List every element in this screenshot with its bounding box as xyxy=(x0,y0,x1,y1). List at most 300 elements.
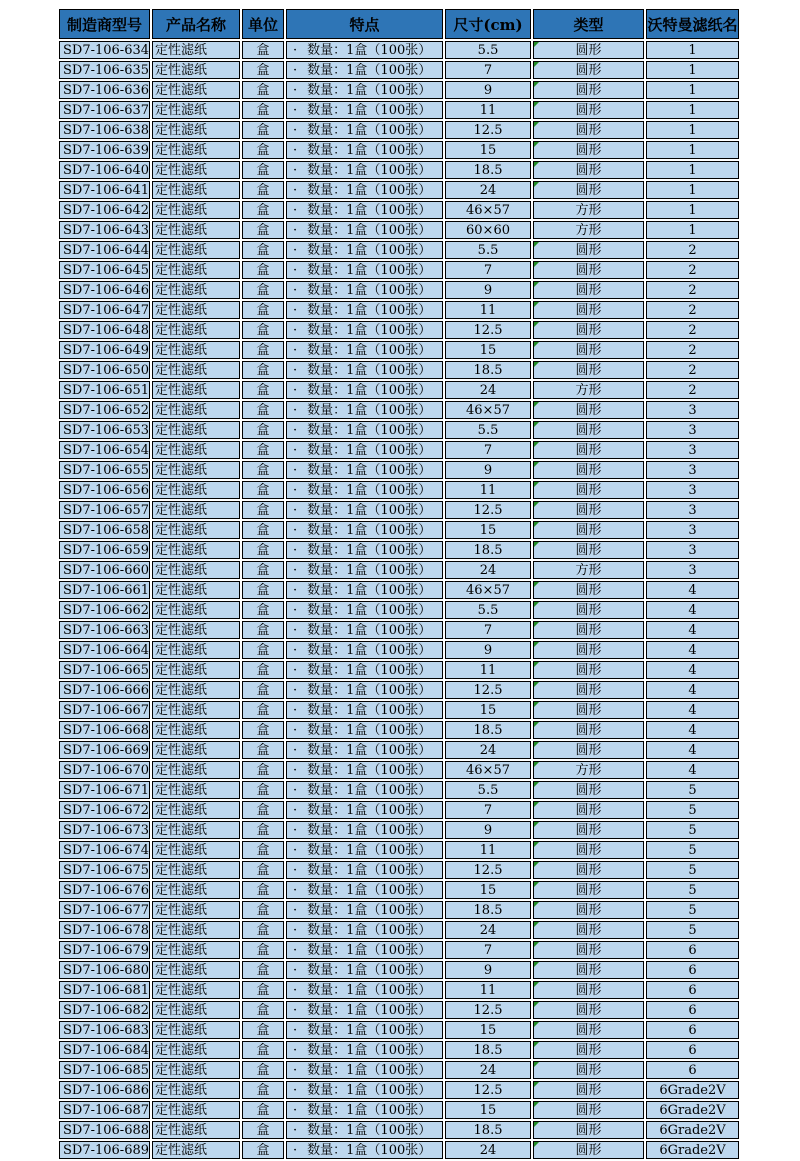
cell-size: 7 xyxy=(445,261,531,279)
cell-type-value: 圆形 xyxy=(575,742,602,758)
cell-type xyxy=(533,661,644,679)
bullet-icon: · xyxy=(293,82,298,98)
cell-size: 24 xyxy=(445,741,531,759)
cell-type xyxy=(533,561,644,579)
feature-text: 数量：1盒（100张） xyxy=(307,622,432,638)
cell-unit: 盒 xyxy=(242,801,284,819)
table-row xyxy=(59,241,739,259)
cell-paper-name: 4 xyxy=(646,661,739,679)
error-indicator-icon xyxy=(534,1022,539,1027)
cell-product-name: 定性滤纸 xyxy=(152,681,240,699)
cell-feature xyxy=(286,741,443,759)
bullet-icon: · xyxy=(293,842,298,858)
cell-paper-name: 3 xyxy=(646,481,739,499)
error-indicator-icon xyxy=(534,702,539,707)
cell-feature xyxy=(286,181,443,199)
cell-type xyxy=(533,321,644,339)
table-row xyxy=(59,261,739,279)
cell-model-number: SD7-106-673 xyxy=(59,821,150,839)
bullet-icon: · xyxy=(293,682,298,698)
cell-size: 18.5 xyxy=(445,721,531,739)
cell-size: 12.5 xyxy=(445,1001,531,1019)
cell-product-name: 定性滤纸 xyxy=(152,621,240,639)
cell-paper-name: 6Grade2V xyxy=(646,1081,739,1099)
cell-type-value: 圆形 xyxy=(575,1142,602,1158)
bullet-icon: · xyxy=(293,882,298,898)
col-header-unit: 单位 xyxy=(242,9,284,39)
cell-feature xyxy=(286,501,443,519)
table-row xyxy=(59,341,739,359)
table-row xyxy=(59,681,739,699)
cell-unit: 盒 xyxy=(242,341,284,359)
cell-product-name: 定性滤纸 xyxy=(152,301,240,319)
cell-type xyxy=(533,641,644,659)
table-row xyxy=(59,561,739,579)
cell-unit: 盒 xyxy=(242,321,284,339)
bullet-icon: · xyxy=(293,402,298,418)
cell-feature xyxy=(286,761,443,779)
cell-product-name: 定性滤纸 xyxy=(152,961,240,979)
cell-product-name: 定性滤纸 xyxy=(152,361,240,379)
table-row xyxy=(59,281,739,299)
cell-size: 9 xyxy=(445,641,531,659)
feature-text: 数量：1盒（100张） xyxy=(307,922,432,938)
cell-model-number: SD7-106-642 xyxy=(59,201,150,219)
cell-model-number: SD7-106-685 xyxy=(59,1061,150,1079)
bullet-icon: · xyxy=(293,522,298,538)
feature-text: 数量：1盒（100张） xyxy=(307,982,432,998)
cell-model-number: SD7-106-684 xyxy=(59,1041,150,1059)
cell-model-number: SD7-106-670 xyxy=(59,761,150,779)
cell-product-name: 定性滤纸 xyxy=(152,901,240,919)
cell-unit: 盒 xyxy=(242,501,284,519)
cell-type-value: 圆形 xyxy=(575,302,602,318)
feature-text: 数量：1盒（100张） xyxy=(307,782,432,798)
bullet-icon: · xyxy=(293,1062,298,1078)
cell-model-number: SD7-106-664 xyxy=(59,641,150,659)
cell-unit: 盒 xyxy=(242,601,284,619)
cell-model-number: SD7-106-679 xyxy=(59,941,150,959)
error-indicator-icon xyxy=(534,242,539,247)
bullet-icon: · xyxy=(293,702,298,718)
cell-type xyxy=(533,1081,644,1099)
cell-product-name: 定性滤纸 xyxy=(152,341,240,359)
cell-type xyxy=(533,681,644,699)
cell-paper-name: 1 xyxy=(646,221,739,239)
cell-type-value: 圆形 xyxy=(575,602,602,618)
bullet-icon: · xyxy=(293,982,298,998)
cell-size: 24 xyxy=(445,921,531,939)
table-row xyxy=(59,201,739,219)
cell-type-value: 圆形 xyxy=(575,262,602,278)
cell-type xyxy=(533,601,644,619)
cell-size: 12.5 xyxy=(445,681,531,699)
cell-type-value: 圆形 xyxy=(575,622,602,638)
table-row xyxy=(59,701,739,719)
cell-model-number: SD7-106-676 xyxy=(59,881,150,899)
table-row xyxy=(59,961,739,979)
cell-type xyxy=(533,301,644,319)
cell-model-number: SD7-106-646 xyxy=(59,281,150,299)
cell-model-number: SD7-106-683 xyxy=(59,1021,150,1039)
cell-unit: 盒 xyxy=(242,421,284,439)
cell-product-name: 定性滤纸 xyxy=(152,281,240,299)
cell-feature xyxy=(286,721,443,739)
cell-paper-name: 6Grade2V xyxy=(646,1141,739,1159)
error-indicator-icon xyxy=(534,802,539,807)
table-row xyxy=(59,1081,739,1099)
cell-product-name: 定性滤纸 xyxy=(152,141,240,159)
bullet-icon: · xyxy=(293,902,298,918)
cell-size: 18.5 xyxy=(445,161,531,179)
cell-paper-name: 2 xyxy=(646,381,739,399)
cell-size: 24 xyxy=(445,181,531,199)
cell-unit: 盒 xyxy=(242,841,284,859)
cell-type xyxy=(533,281,644,299)
bullet-icon: · xyxy=(293,962,298,978)
cell-type-value: 圆形 xyxy=(575,342,602,358)
cell-type-value: 圆形 xyxy=(575,442,602,458)
cell-product-name: 定性滤纸 xyxy=(152,161,240,179)
bullet-icon: · xyxy=(293,122,298,138)
cell-paper-name: 5 xyxy=(646,841,739,859)
cell-feature xyxy=(286,421,443,439)
error-indicator-icon xyxy=(534,862,539,867)
table-row xyxy=(59,361,739,379)
bullet-icon: · xyxy=(293,1042,298,1058)
cell-size: 15 xyxy=(445,1021,531,1039)
cell-size: 24 xyxy=(445,381,531,399)
table-body xyxy=(59,41,739,1159)
cell-type xyxy=(533,781,644,799)
cell-unit: 盒 xyxy=(242,161,284,179)
cell-type xyxy=(533,61,644,79)
cell-feature xyxy=(286,281,443,299)
bullet-icon: · xyxy=(293,542,298,558)
table-row xyxy=(59,101,739,119)
error-indicator-icon xyxy=(534,542,539,547)
col-header-type: 类型 xyxy=(533,9,644,39)
bullet-icon: · xyxy=(293,862,298,878)
error-indicator-icon xyxy=(534,722,539,727)
cell-size: 7 xyxy=(445,61,531,79)
bullet-icon: · xyxy=(293,382,298,398)
cell-type xyxy=(533,501,644,519)
feature-text: 数量：1盒（100张） xyxy=(307,482,432,498)
cell-size: 5.5 xyxy=(445,241,531,259)
cell-type xyxy=(533,261,644,279)
cell-size: 7 xyxy=(445,941,531,959)
cell-model-number: SD7-106-677 xyxy=(59,901,150,919)
cell-unit: 盒 xyxy=(242,401,284,419)
cell-model-number: SD7-106-637 xyxy=(59,101,150,119)
cell-type-value: 圆形 xyxy=(575,842,602,858)
cell-type-value: 圆形 xyxy=(575,122,602,138)
cell-type xyxy=(533,701,644,719)
cell-feature xyxy=(286,961,443,979)
cell-type-value: 圆形 xyxy=(575,462,602,478)
cell-type xyxy=(533,581,644,599)
cell-size: 12.5 xyxy=(445,861,531,879)
table-row xyxy=(59,81,739,99)
feature-text: 数量：1盒（100张） xyxy=(307,862,432,878)
cell-type xyxy=(533,421,644,439)
cell-feature xyxy=(286,101,443,119)
cell-feature xyxy=(286,621,443,639)
table-row xyxy=(59,161,739,179)
cell-type xyxy=(533,1121,644,1139)
cell-type-value: 圆形 xyxy=(575,902,602,918)
cell-type xyxy=(533,1021,644,1039)
cell-paper-name: 6 xyxy=(646,941,739,959)
cell-type xyxy=(533,81,644,99)
cell-type xyxy=(533,41,644,59)
cell-feature xyxy=(286,381,443,399)
cell-type-value: 方形 xyxy=(575,762,602,778)
cell-feature xyxy=(286,61,443,79)
feature-text: 数量：1盒（100张） xyxy=(307,322,432,338)
cell-type-value: 圆形 xyxy=(575,402,602,418)
table-row xyxy=(59,381,739,399)
cell-size: 7 xyxy=(445,801,531,819)
error-indicator-icon xyxy=(534,342,539,347)
feature-text: 数量：1盒（100张） xyxy=(307,162,432,178)
cell-unit: 盒 xyxy=(242,241,284,259)
cell-feature xyxy=(286,161,443,179)
error-indicator-icon xyxy=(534,502,539,507)
error-indicator-icon xyxy=(534,582,539,587)
col-header-size-cm: 尺寸(cm) xyxy=(445,9,531,39)
cell-model-number: SD7-106-686 xyxy=(59,1081,150,1099)
table-row xyxy=(59,661,739,679)
cell-feature xyxy=(286,481,443,499)
cell-product-name: 定性滤纸 xyxy=(152,841,240,859)
cell-type-value: 圆形 xyxy=(575,922,602,938)
feature-text: 数量：1盒（100张） xyxy=(307,722,432,738)
col-header-whatman-paper-name: 沃特曼滤纸名 xyxy=(646,9,739,39)
cell-size: 11 xyxy=(445,101,531,119)
cell-feature xyxy=(286,661,443,679)
feature-text: 数量：1盒（100张） xyxy=(307,42,432,58)
cell-product-name: 定性滤纸 xyxy=(152,1121,240,1139)
cell-type-value: 圆形 xyxy=(575,322,602,338)
cell-product-name: 定性滤纸 xyxy=(152,941,240,959)
cell-feature xyxy=(286,1081,443,1099)
cell-feature xyxy=(286,801,443,819)
cell-paper-name: 3 xyxy=(646,541,739,559)
cell-model-number: SD7-106-678 xyxy=(59,921,150,939)
cell-product-name: 定性滤纸 xyxy=(152,481,240,499)
feature-text: 数量：1盒（100张） xyxy=(307,1002,432,1018)
feature-text: 数量：1盒（100张） xyxy=(307,642,432,658)
cell-product-name: 定性滤纸 xyxy=(152,41,240,59)
cell-unit: 盒 xyxy=(242,101,284,119)
error-indicator-icon xyxy=(534,442,539,447)
feature-text: 数量：1盒（100张） xyxy=(307,682,432,698)
cell-feature xyxy=(286,121,443,139)
error-indicator-icon xyxy=(534,82,539,87)
cell-type xyxy=(533,801,644,819)
cell-type xyxy=(533,1141,644,1159)
cell-product-name: 定性滤纸 xyxy=(152,781,240,799)
bullet-icon: · xyxy=(293,262,298,278)
cell-product-name: 定性滤纸 xyxy=(152,561,240,579)
cell-type-value: 方形 xyxy=(575,382,602,398)
cell-type-value: 圆形 xyxy=(575,822,602,838)
table-row xyxy=(59,501,739,519)
cell-unit: 盒 xyxy=(242,981,284,999)
cell-size: 46×57 xyxy=(445,761,531,779)
cell-type-value: 方形 xyxy=(575,562,602,578)
cell-unit: 盒 xyxy=(242,441,284,459)
bullet-icon: · xyxy=(293,1022,298,1038)
cell-model-number: SD7-106-654 xyxy=(59,441,150,459)
cell-paper-name: 6Grade2V xyxy=(646,1101,739,1119)
cell-feature xyxy=(286,201,443,219)
cell-unit: 盒 xyxy=(242,281,284,299)
cell-size: 9 xyxy=(445,461,531,479)
cell-size: 15 xyxy=(445,141,531,159)
cell-unit: 盒 xyxy=(242,221,284,239)
cell-model-number: SD7-106-667 xyxy=(59,701,150,719)
cell-type xyxy=(533,861,644,879)
cell-unit: 盒 xyxy=(242,661,284,679)
cell-product-name: 定性滤纸 xyxy=(152,1141,240,1159)
error-indicator-icon xyxy=(534,182,539,187)
cell-paper-name: 2 xyxy=(646,241,739,259)
bullet-icon: · xyxy=(293,302,298,318)
cell-model-number: SD7-106-661 xyxy=(59,581,150,599)
cell-product-name: 定性滤纸 xyxy=(152,381,240,399)
cell-type xyxy=(533,101,644,119)
error-indicator-icon xyxy=(534,1142,539,1147)
cell-size: 7 xyxy=(445,441,531,459)
feature-text: 数量：1盒（100张） xyxy=(307,442,432,458)
cell-paper-name: 5 xyxy=(646,921,739,939)
table-row xyxy=(59,521,739,539)
cell-type xyxy=(533,961,644,979)
bullet-icon: · xyxy=(293,1122,298,1138)
cell-type-value: 圆形 xyxy=(575,42,602,58)
cell-unit: 盒 xyxy=(242,761,284,779)
cell-type-value: 圆形 xyxy=(575,142,602,158)
cell-size: 18.5 xyxy=(445,1121,531,1139)
cell-unit: 盒 xyxy=(242,921,284,939)
cell-paper-name: 1 xyxy=(646,141,739,159)
cell-model-number: SD7-106-682 xyxy=(59,1001,150,1019)
cell-size: 11 xyxy=(445,481,531,499)
feature-text: 数量：1盒（100张） xyxy=(307,342,432,358)
feature-text: 数量：1盒（100张） xyxy=(307,742,432,758)
feature-text: 数量：1盒（100张） xyxy=(307,422,432,438)
cell-type xyxy=(533,341,644,359)
cell-feature xyxy=(286,781,443,799)
feature-text: 数量：1盒（100张） xyxy=(307,82,432,98)
table-row xyxy=(59,301,739,319)
bullet-icon: · xyxy=(293,62,298,78)
feature-text: 数量：1盒（100张） xyxy=(307,1142,432,1158)
cell-size: 5.5 xyxy=(445,781,531,799)
cell-type-value: 圆形 xyxy=(575,702,602,718)
cell-type xyxy=(533,121,644,139)
bullet-icon: · xyxy=(293,322,298,338)
cell-product-name: 定性滤纸 xyxy=(152,81,240,99)
table-row xyxy=(59,401,739,419)
feature-text: 数量：1盒（100张） xyxy=(307,842,432,858)
cell-type xyxy=(533,921,644,939)
cell-paper-name: 4 xyxy=(646,581,739,599)
cell-size: 5.5 xyxy=(445,41,531,59)
cell-paper-name: 4 xyxy=(646,641,739,659)
cell-model-number: SD7-106-650 xyxy=(59,361,150,379)
table-row xyxy=(59,1001,739,1019)
cell-size: 46×57 xyxy=(445,401,531,419)
cell-size: 15 xyxy=(445,521,531,539)
feature-text: 数量：1盒（100张） xyxy=(307,582,432,598)
feature-text: 数量：1盒（100张） xyxy=(307,902,432,918)
error-indicator-icon xyxy=(534,662,539,667)
cell-model-number: SD7-106-651 xyxy=(59,381,150,399)
cell-paper-name: 4 xyxy=(646,721,739,739)
cell-size: 15 xyxy=(445,881,531,899)
cell-size: 9 xyxy=(445,821,531,839)
cell-size: 7 xyxy=(445,621,531,639)
cell-unit: 盒 xyxy=(242,561,284,579)
cell-paper-name: 2 xyxy=(646,321,739,339)
cell-model-number: SD7-106-652 xyxy=(59,401,150,419)
cell-type xyxy=(533,881,644,899)
cell-paper-name: 4 xyxy=(646,741,739,759)
table-row xyxy=(59,1061,739,1079)
cell-feature xyxy=(286,1121,443,1139)
cell-product-name: 定性滤纸 xyxy=(152,761,240,779)
cell-feature xyxy=(286,141,443,159)
cell-product-name: 定性滤纸 xyxy=(152,61,240,79)
error-indicator-icon xyxy=(534,282,539,287)
feature-text: 数量：1盒（100张） xyxy=(307,802,432,818)
cell-type-value: 圆形 xyxy=(575,482,602,498)
cell-type xyxy=(533,541,644,559)
cell-model-number: SD7-106-659 xyxy=(59,541,150,559)
cell-size: 60×60 xyxy=(445,221,531,239)
cell-paper-name: 1 xyxy=(646,121,739,139)
error-indicator-icon xyxy=(534,962,539,967)
cell-size: 46×57 xyxy=(445,201,531,219)
table-row xyxy=(59,461,739,479)
cell-size: 12.5 xyxy=(445,501,531,519)
table-row xyxy=(59,1021,739,1039)
cell-model-number: SD7-106-639 xyxy=(59,141,150,159)
cell-unit: 盒 xyxy=(242,901,284,919)
feature-text: 数量：1盒（100张） xyxy=(307,962,432,978)
cell-product-name: 定性滤纸 xyxy=(152,821,240,839)
bullet-icon: · xyxy=(293,462,298,478)
cell-paper-name: 3 xyxy=(646,521,739,539)
cell-feature xyxy=(286,841,443,859)
cell-feature xyxy=(286,361,443,379)
feature-text: 数量：1盒（100张） xyxy=(307,182,432,198)
cell-type-value: 圆形 xyxy=(575,722,602,738)
table-row xyxy=(59,861,739,879)
table-row xyxy=(59,41,739,59)
bullet-icon: · xyxy=(293,162,298,178)
cell-feature xyxy=(286,681,443,699)
cell-feature xyxy=(286,1101,443,1119)
table-row xyxy=(59,141,739,159)
error-indicator-icon xyxy=(534,622,539,627)
bullet-icon: · xyxy=(293,282,298,298)
cell-type-value: 圆形 xyxy=(575,582,602,598)
